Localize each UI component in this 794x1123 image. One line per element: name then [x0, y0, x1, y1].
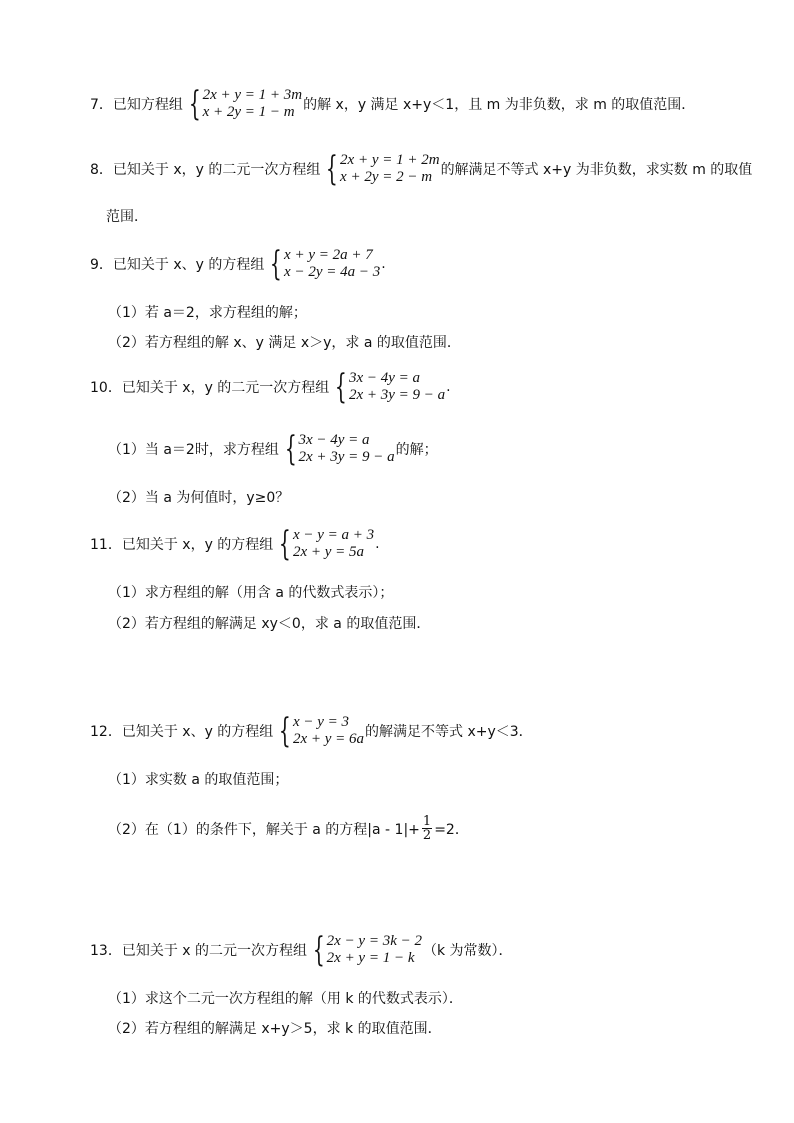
equation-system: [274, 711, 365, 751]
brace-icon: {: [270, 244, 283, 284]
part-2: （2）若方程组的解满足 xy＜0，求 a 的取值范围．: [108, 616, 431, 632]
equation: x − y = 3: [292, 714, 350, 730]
question-text: 的解满足不等式 x+y＜3．: [365, 724, 533, 740]
fraction-numerator: 1: [422, 814, 432, 829]
question-number: 8．: [90, 162, 113, 178]
question-11: [90, 524, 380, 564]
question-9: [90, 244, 386, 284]
brace-icon: {: [312, 930, 325, 970]
question-number: 11．: [90, 537, 122, 553]
question-number: 7．: [90, 97, 113, 113]
equation: 2x + y = 6a: [292, 731, 365, 747]
question-text: .: [381, 256, 386, 272]
equation: 2x − y = 3k − 2: [326, 933, 422, 949]
equation: 2x + y = 1 + 3m: [202, 87, 303, 103]
part-text: =2．: [434, 821, 469, 838]
equation: x + 2y = 1 − m: [202, 104, 295, 120]
equation: 2x + y = 5a: [292, 544, 365, 560]
question-10: [90, 367, 451, 407]
equation-system: [330, 367, 446, 407]
question-7: [90, 84, 696, 124]
equation: 3x − 4y = a: [348, 370, 421, 386]
part-2: （2）当 a 为何值时，y≥0？: [108, 490, 290, 506]
equation-system: [265, 244, 381, 284]
part-1: （1）求这个二元一次方程组的解（用 k 的代数式表示）．: [108, 991, 463, 1007]
part-2: [108, 815, 469, 842]
question-text: 已知关于 x、y 的方程组: [121, 724, 274, 740]
question-text: 已知方程组: [112, 97, 183, 113]
equation: x + 2y = 2 − m: [340, 169, 433, 185]
question-text: .: [446, 379, 451, 395]
question-text: 已知关于 x 的二元一次方程组: [121, 943, 308, 959]
equation-system: [321, 149, 440, 189]
question-13: [90, 930, 513, 970]
question-text: .: [375, 536, 380, 552]
question-8: [90, 149, 753, 189]
part-1: （1）若 a＝2，求方程组的解；: [108, 305, 307, 321]
brace-icon: {: [188, 84, 201, 124]
question-text: 已知关于 x，y 的二元一次方程组: [121, 380, 330, 396]
brace-icon: {: [279, 711, 292, 751]
question-text: 已知关于 x，y 的二元一次方程组: [112, 162, 321, 178]
question-number: 9．: [90, 257, 113, 273]
equation: x − 2y = 4a − 3: [284, 264, 381, 280]
question-text-cont: 范围．: [106, 209, 148, 225]
part-1: （1）求方程组的解（用含 a 的代数式表示）；: [108, 585, 394, 601]
part-1: （1）求实数 a 的取值范围；: [108, 772, 289, 788]
fraction-denominator: 2: [422, 828, 432, 843]
equation: 3x − 4y = a: [298, 432, 370, 448]
equation: 2x + 3y = 9 − a: [348, 387, 446, 403]
equation-system: [274, 524, 375, 564]
equation: 2x + y = 1 + 2m: [340, 152, 440, 168]
fraction: [422, 815, 432, 842]
equation: 2x + 3y = 9 − a: [298, 449, 395, 465]
part-text: （1）当 a＝2时，求方程组: [108, 442, 279, 458]
question-text: 的解 x，y 满足 x+y＜1，且 m 为非负数，求 m 的取值范围．: [303, 97, 696, 113]
question-number: 13．: [90, 943, 122, 959]
part-2: （2）若方程组的解满足 x+y＞5，求 k 的取值范围．: [108, 1021, 442, 1037]
equation: x + y = 2a + 7: [284, 247, 373, 263]
part-text: （2）在（1）的条件下，解关于 a 的方程|a - 1|+: [108, 821, 420, 838]
equation: 2x + y = 1 − k: [326, 950, 415, 966]
equation-system: [308, 930, 422, 970]
question-text: 的解满足不等式 x+y 为非负数，求实数 m 的取值: [440, 162, 753, 178]
brace-icon: {: [326, 149, 339, 189]
question-12: [90, 711, 533, 751]
brace-icon: {: [335, 367, 348, 407]
question-number: 10．: [90, 380, 122, 396]
question-text: 已知关于 x，y 的方程组: [121, 537, 274, 553]
part-text: 的解；: [395, 442, 438, 458]
equation: x − y = a + 3: [292, 527, 375, 543]
question-text: （k 为常数）．: [423, 943, 513, 959]
equation-system: [184, 84, 303, 124]
brace-icon: {: [284, 429, 297, 469]
brace-icon: {: [279, 524, 292, 564]
part-1: [108, 429, 438, 469]
question-text: 已知关于 x、y 的方程组: [112, 257, 265, 273]
part-2: （2）若方程组的解 x、y 满足 x＞y，求 a 的取值范围．: [108, 335, 461, 351]
question-number: 12．: [90, 724, 122, 740]
equation-system: [280, 429, 395, 469]
